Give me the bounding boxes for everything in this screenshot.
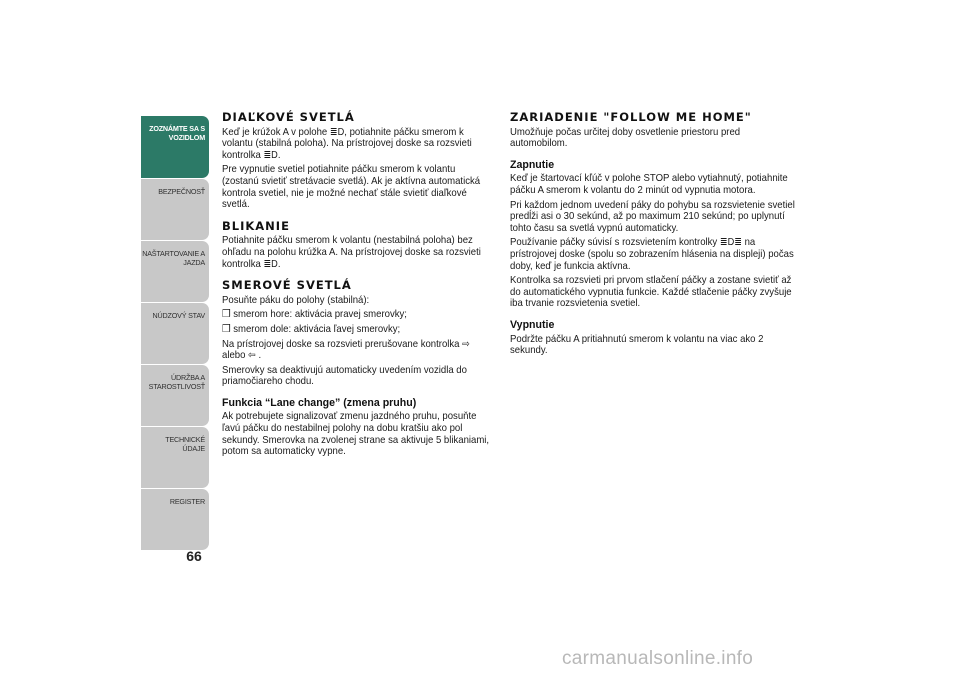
paragraph: Podržte páčku A pritiahnutú smerom k volantu na viac ako 2 sekundy.	[510, 333, 764, 357]
tab-zoznamte-sa[interactable]	[141, 116, 209, 178]
paragraph: Potiahnite páčku smerom k volantu (nestabilná poloha) bez ohľadu na polohu krúžka A. Na prístrojovej doske sa rozsvieti kontrolka ≣D.	[222, 235, 481, 270]
tab-label: NAŠTARTOVANIE A JAZDA	[142, 249, 205, 267]
turn-left-icon: ⇦	[248, 350, 256, 362]
turn-right-icon: ⇨	[462, 338, 470, 350]
tab-label: NÚDZOVÝ STAV	[152, 311, 205, 320]
chapter-tabs	[141, 116, 209, 551]
tab-register[interactable]	[141, 489, 209, 550]
watermark: carmanualsonline.info	[562, 648, 754, 669]
paragraph: Pre vypnutie svetiel potiahnite páčku smerom k volantu (zostanú svietiť stretávacie svetlá). Ak je aktívna automatická kontrola svetiel, nie je možné nechať stále svietiť diaľkové svetlá.	[222, 164, 481, 211]
tab-label: TECHNICKÉ ÚDAJE	[165, 435, 205, 453]
list-item: ❒ smerom dole: aktivácia ľavej smerovky;	[222, 323, 401, 335]
tab-nudzovy-stav[interactable]	[141, 303, 209, 364]
paragraph: Keď je krúžok A v polohe ≣D, potiahnite páčku smerom k volantu (stabilná poloha). Na prístrojovej doske sa rozsvieti kontrolka ≣D.	[222, 126, 472, 161]
high-beam-icon: ≣D	[329, 126, 345, 138]
tab-label: ÚDRŽBA A STAROSTLIVOSŤ	[148, 373, 205, 391]
paragraph: Keď je štartovací kľúč v polohe STOP alebo vytiahnutý, potiahnite páčku A smerom k volantu do 2 minút od vypnutia motora.	[510, 173, 788, 196]
heading-zapnutie: Zapnutie	[510, 158, 555, 171]
follow-me-icon: ≣D≣	[719, 237, 742, 249]
page-number: 66	[186, 548, 202, 564]
paragraph: Kontrolka sa rozsvieti pri prvom stlačení páčky a zostane svietiť až do automatického vypnutia funkcie. Každé stlačenie páčky zvyšuje iba trvanie rozsvietenia svetiel.	[510, 275, 792, 310]
heading-blikanie: BLIKANIE	[222, 218, 290, 233]
paragraph: Smerovky sa deaktivujú automaticky uvedením vozidla do priamočiareho chodu.	[222, 364, 467, 388]
tab-label: REGISTER	[169, 497, 205, 506]
heading-follow-me-home: ZARIADENIE "FOLLOW ME HOME"	[510, 110, 752, 124]
paragraph: Umožňuje počas určitej doby osvetlenie priestoru pred automobilom.	[510, 126, 741, 150]
tab-label: ZOZNÁMTE SA S VOZIDLOM	[149, 124, 205, 142]
left-column	[222, 112, 494, 461]
right-column	[510, 112, 800, 360]
tab-technicke-udaje[interactable]	[141, 427, 209, 488]
heading-dialkove-svetla: DIAĽKOVÉ SVETLÁ	[222, 110, 355, 124]
paragraph: Posuňte páku do polohy (stabilná):	[222, 294, 370, 306]
tab-bezpecnost[interactable]	[141, 179, 209, 240]
paragraph: Ak potrebujete signalizovať zmenu jazdného pruhu, posuňte ľavú páčku do nestabilnej polohy na dobu kratšiu ako pol sekundy. Smerovka na zvolenej strane sa aktivuje 5 blikaniami, potom sa automaticky vypne.	[222, 411, 490, 458]
list-item: ❒ smerom hore: aktivácia pravej smerovky;	[222, 309, 407, 321]
paragraph: Pri každom jednom uvedení páky do pohybu sa rozsvietenie svetiel predĺži asi o 30 sekúnd, až po maximum 210 sekúnd; po uplynutí tohto času sa svetlá vypnú automaticky.	[510, 199, 795, 234]
heading-lane-change: Funkcia “Lane change” (zmena pruhu)	[222, 396, 417, 409]
tab-udrzba[interactable]	[141, 365, 209, 426]
paragraph: Používanie páčky súvisí s rozsvietením kontrolky ≣D≣ na prístrojovej doske (spolu so zobrazením hlásenia na displeji) počas doby, keď je funkcia aktívna.	[510, 237, 794, 272]
paragraph: Na prístrojovej doske sa rozsvieti prerušovane kontrolka ⇨ alebo ⇦ .	[222, 338, 470, 362]
tab-label: BEZPEČNOSŤ	[158, 187, 205, 196]
heading-vypnutie: Vypnutie	[510, 318, 555, 331]
high-beam-icon: ≣D	[263, 149, 278, 161]
high-beam-icon: ≣D	[263, 258, 278, 270]
tab-nastartovanie[interactable]	[141, 241, 209, 302]
heading-smerove-svetla: SMEROVÉ SVETLÁ	[222, 278, 352, 293]
